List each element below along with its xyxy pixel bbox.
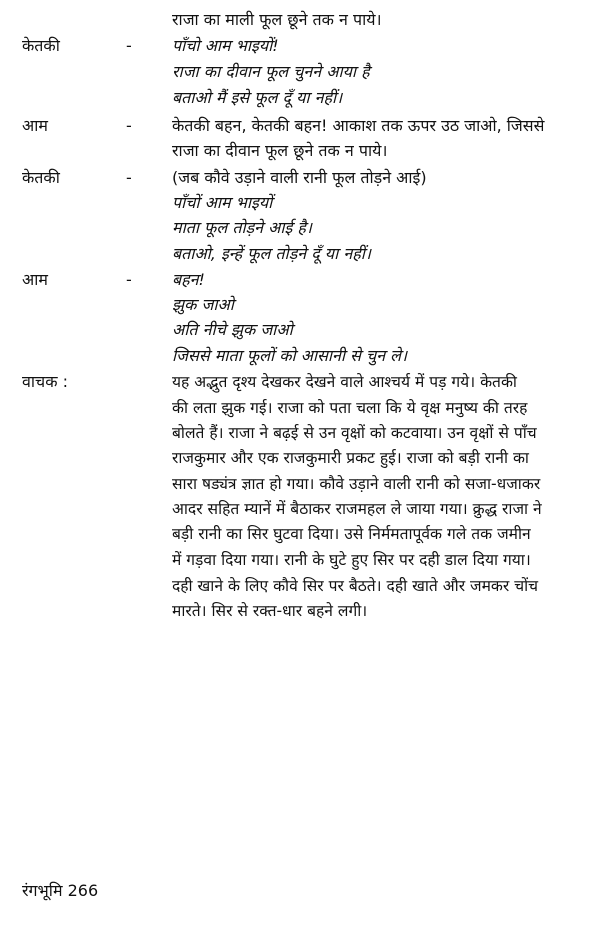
narration-line: में गड़वा दिया गया। रानी के घुटे हुए सिर पर दही डाल दिया गया। [172, 551, 531, 569]
narration-line: राजकुमार और एक राजकुमारी प्रकट हुई। राजा को बड़ी रानी का [172, 449, 529, 467]
dialogue-line: माता फूल तोड़ने आई है। [172, 218, 312, 237]
dialogue-line: पाँचो आम भाइयों! [172, 36, 279, 55]
speaker-dash: - [126, 270, 132, 289]
narration-line: बोलते हैं। राजा ने बढ़ई से उन वृक्षों को कटवाया। उन वृक्षों से पाँच [172, 424, 537, 442]
narration-line: आदर सहित म्यानें में बैठाकर राजमहल ले जाया गया। क्रुद्ध राजा ने [172, 500, 542, 518]
narration-line: की लता झुक गई। राजा को पता चला कि ये वृक्ष मनुष्य की तरह [172, 399, 528, 417]
narration-line: दही खाने के लिए कौवे सिर पर बैठते। दही खाते और जमकर चोंच [172, 577, 539, 595]
dialogue-line: बताओ, इन्हें फूल तोड़ने दूँ या नहीं। [172, 244, 371, 263]
speaker-name: आम [22, 116, 48, 135]
dialogue-line: राजा का माली फूल छूने तक न पाये। [172, 10, 382, 29]
speaker-dash: - [126, 168, 132, 187]
narration-line: यह अद्भुत दृश्य देखकर देखने वाले आश्चर्य में पड़ गये। केतकी [172, 373, 517, 391]
dialogue-line: बताओ मैं इसे फूल दूँ या नहीं। [172, 88, 343, 107]
narration-line: बड़ी रानी का सिर घुटवा दिया। उसे निर्ममतापूर्वक गले तक जमीन [172, 525, 531, 543]
dialogue-line: राजा का दीवान फूल चुनने आया है [172, 62, 370, 81]
narration-line: सारा षड्यंत्र ज्ञात हो गया। कौवे उड़ाने वाली रानी को सजा-धजाकर [172, 475, 541, 493]
dialogue-line: जिससे माता फूलों को आसानी से चुन ले। [172, 346, 408, 365]
dialogue-line: अति नीचे झुक जाओ [172, 320, 293, 339]
page-footer: रंगभूमि 266 [22, 881, 99, 900]
speaker-dash: - [126, 36, 132, 55]
dialogue-line: झुक जाओ [172, 295, 234, 314]
stage-direction: (जब कौवे उड़ाने वाली रानी फूल तोड़ने आई) [172, 168, 427, 187]
speaker-name: केतकी [22, 168, 60, 187]
speaker-name: वाचक : [22, 372, 68, 391]
narration-line: मारते। सिर से रक्त-धार बहने लगी। [172, 602, 368, 620]
speaker-dash: - [126, 116, 132, 135]
dialogue-line: बहन! [172, 270, 205, 289]
dialogue-line: केतकी बहन, केतकी बहन! आकाश तक ऊपर उठ जाओ, जिससे [172, 116, 545, 135]
speaker-name: केतकी [22, 36, 60, 55]
dialogue-line: पाँचों आम भाइयों [172, 193, 273, 212]
speaker-name: आम [22, 270, 48, 289]
dialogue-line: राजा का दीवान फूल छूने तक न पाये। [172, 141, 388, 160]
